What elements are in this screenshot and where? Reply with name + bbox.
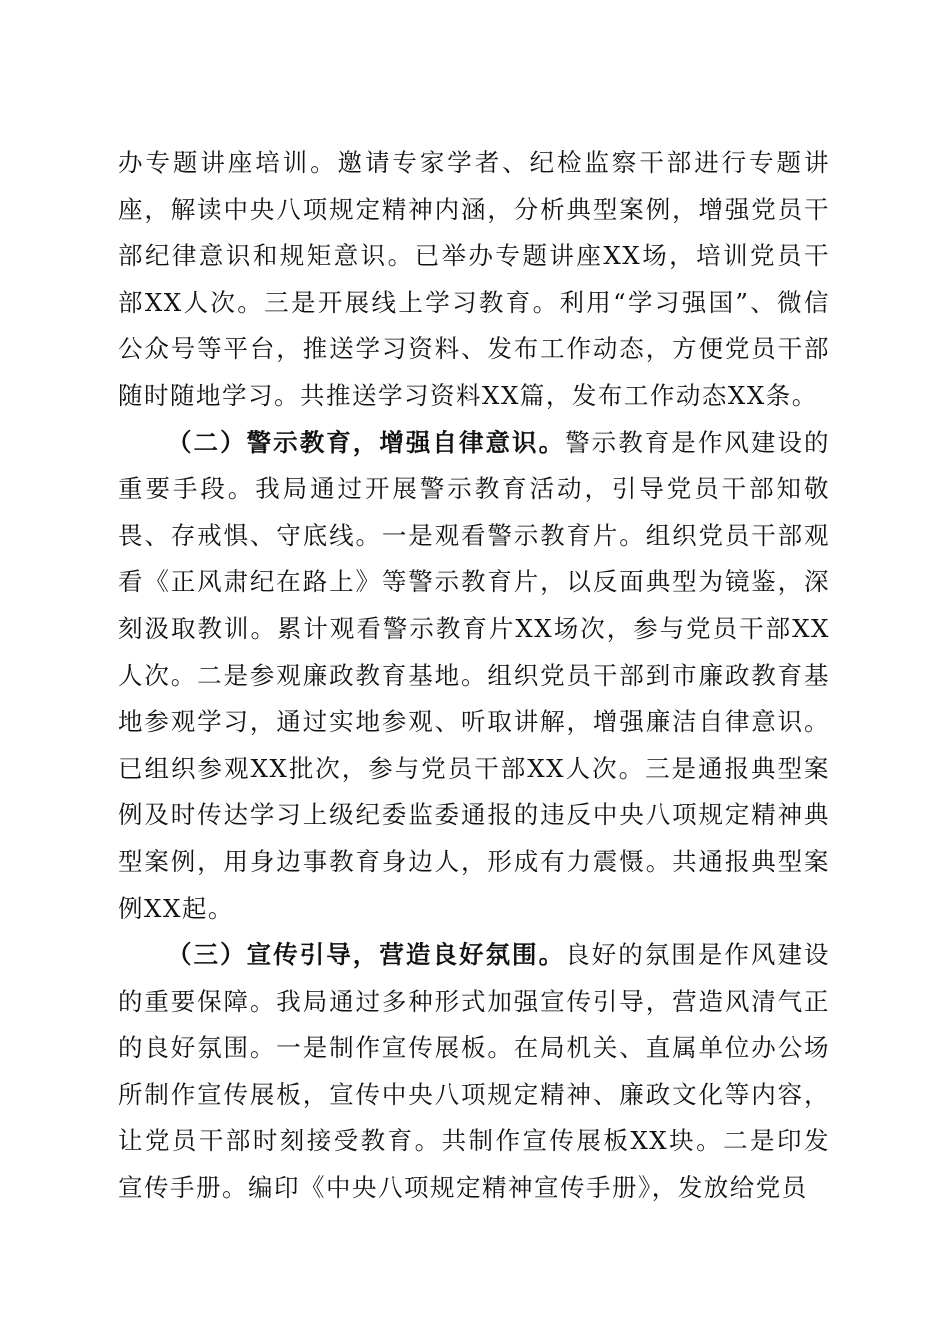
paragraph-section-2 bbox=[118, 420, 830, 933]
section-heading: （三）宣传引导，营造良好氛围。 bbox=[167, 940, 566, 970]
section-heading: （二）警示教育，增强自律意识。 bbox=[167, 427, 566, 457]
document-body bbox=[118, 140, 830, 1212]
paragraph-text: 警示教育是作风建设的重要手段。我局通过开展警示教育活动，引导党员干部知敬畏、存戒惧、守底线。一是观看警示教育片。组织党员干部观看《正风肃纪在路上》等警示教育片，以反面典型为镜鉴，深刻汲取教训。累计观看警示教育片XX场次，参与党员干部XX人次。二是参观廉政教育基地。组织党员干部到市廉政教育基地参观学习，通过实地参观、听取讲解，增强廉洁自律意识。已组织参观XX批次，参与党员干部XX人次。三是通报典型案例及时传达学习上级纪委监委通报的违反中央八项规定精神典型案例，用身边事教育身边人，形成有力震慑。共通报典型案例XX起。 bbox=[118, 427, 830, 923]
paragraph-text: 良好的氛围是作风建设的重要保障。我局通过多种形式加强宣传引导，营造风清气正的良好氛围。一是制作宣传展板。在局机关、直属单位办公场所制作宣传展板，宣传中央八项规定精神、廉政文化等内容，让党员干部时刻接受教育。共制作宣传展板XX块。二是印发宣传手册。编印《中央八项规定精神宣传手册》，发放给党员 bbox=[118, 940, 830, 1203]
paragraph-text: 办专题讲座培训。邀请专家学者、纪检监察干部进行专题讲座，解读中央八项规定精神内涵，分析典型案例，增强党员干部纪律意识和规矩意识。已举办专题讲座XX场，培训党员干部XX人次。三是开展线上学习教育。利用“学习强国”、微信公众号等平台，推送学习资料、发布工作动态，方便党员干部随时随地学习。共推送学习资料XX篇，发布工作动态XX条。 bbox=[118, 148, 830, 410]
paragraph-continuation bbox=[118, 140, 830, 420]
paragraph-section-3 bbox=[118, 932, 830, 1212]
